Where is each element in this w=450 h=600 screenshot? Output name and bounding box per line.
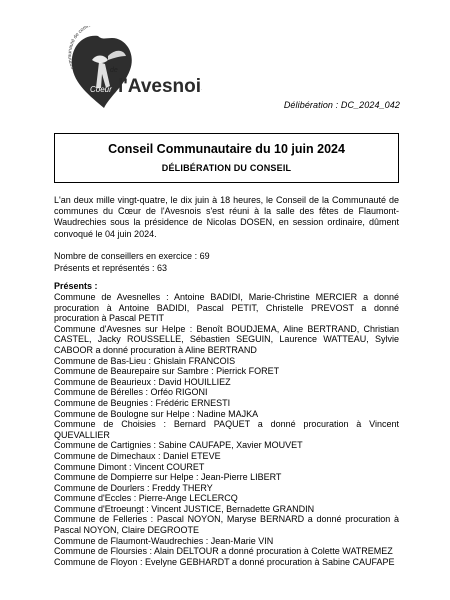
attendance-entry: Commune d'Avesnes sur Helpe : Benoît BOUDJEMA, Aline BERTRAND, Christian CASTEL, Jacky ROUSSELLE, Sébastien SEGUIN, Laurence WATTEAU, Sylvie CABOOR a donné procuration à Aline BERTRAND: [54, 323, 399, 355]
logo-coeur-text: Coeur: [90, 85, 112, 94]
title-box: [54, 133, 399, 183]
attendance-entry: Commune Dimont : Vincent COURET: [54, 461, 205, 472]
attendance-entry: Commune d'Eccles : Pierre-Ange LECLERCQ: [54, 493, 238, 504]
attendance-entry: Commune de Dimechaux : Daniel ETEVE: [54, 450, 221, 461]
attendance-entry: Commune de Felleries : Pascal NOYON, Maryse BERNARD a donné procuration à Pascal NOYON, Claire DEGROOTE: [54, 514, 399, 536]
attendance-entry: Commune de Bérelles : Orféo RIGONI: [54, 387, 208, 398]
attendance-entry: Commune de Bas-Lieu : Ghislain FRANCOIS: [54, 355, 236, 366]
document-subtitle: DÉLIBÉRATION DU CONSEIL: [161, 163, 292, 173]
logo-de-text: de: [110, 67, 118, 74]
council-counts: [54, 251, 399, 274]
attendance-entry: Commune d'Etroeungt : Vincent JUSTICE, Bernadette GRANDIN: [54, 503, 315, 514]
attendance-entry: Commune de Boulogne sur Helpe : Nadine MAJKA: [54, 408, 259, 419]
count-in-office: Nombre de conseillers en exercice : 69: [54, 251, 210, 261]
document-title: Conseil Communautaire du 10 juin 2024: [108, 142, 345, 156]
presents-heading: Présents :: [54, 281, 98, 291]
attendance-entry: Commune de Beaurieux : David HOUILLIEZ: [54, 376, 231, 387]
logo-arc-text: communauté de com: [67, 26, 89, 70]
intro-paragraph: L'an deux mille vingt-quatre, le dix juin à 18 heures, le Conseil de la Communauté de communes du Cœur de l'Avesnois s'est réuni à la salle des fêtes de Flaumont-Waudrechies sous la présidence de Nicolas DOSEN, en session ordinaire, dûment convoqué le 04 juin 2024.: [54, 195, 399, 239]
attendance-entry: Commune de Cartignies : Sabine CAUFAPE, Xavier MOUVET: [54, 440, 303, 451]
attendance-entry: Commune de Flaumont-Waudrechies : Jean-Marie VIN: [54, 535, 274, 546]
count-present: Présents et représentés : 63: [54, 262, 168, 273]
attendance-entry: Commune de Choisies : Bernard PAQUET a donné procuration à Vincent QUEVALLIER: [54, 419, 399, 440]
logo-avesnois-text: l'Avesnoi: [118, 76, 202, 97]
attendance-entry: Commune de Beaurepaire sur Sambre : Pierrick FORET: [54, 366, 280, 377]
attendance-entry: Commune de Dompierre sur Helpe : Jean-Pierre LIBERT: [54, 472, 282, 483]
attendance-entry: Commune de Floyon : Evelyne GEBHARDT a donné procuration à Sabine CAUFAPE: [54, 556, 395, 567]
attendance-entry: Commune de Floursies : Alain DELTOUR a donné procuration à Colette WATREMEZ: [54, 546, 393, 557]
logo: [52, 26, 202, 114]
attendance-entry: Commune de Dourlers : Freddy THERY: [54, 482, 213, 493]
attendance-entry: Commune de Avesnelles : Antoine BADIDI, Marie-Christine MERCIER a donné procuration à Antoine BADIDI, Pascal PETIT, Christelle PREVOST a donné procuration à Pascal PETIT: [54, 292, 399, 324]
heart-emblem-icon: [52, 26, 202, 114]
attendance-list: [54, 292, 399, 567]
attendance-entry: Commune de Beugnies : Frédéric ERNESTI: [54, 397, 231, 408]
deliberation-reference: Délibération : DC_2024_042: [283, 100, 400, 110]
